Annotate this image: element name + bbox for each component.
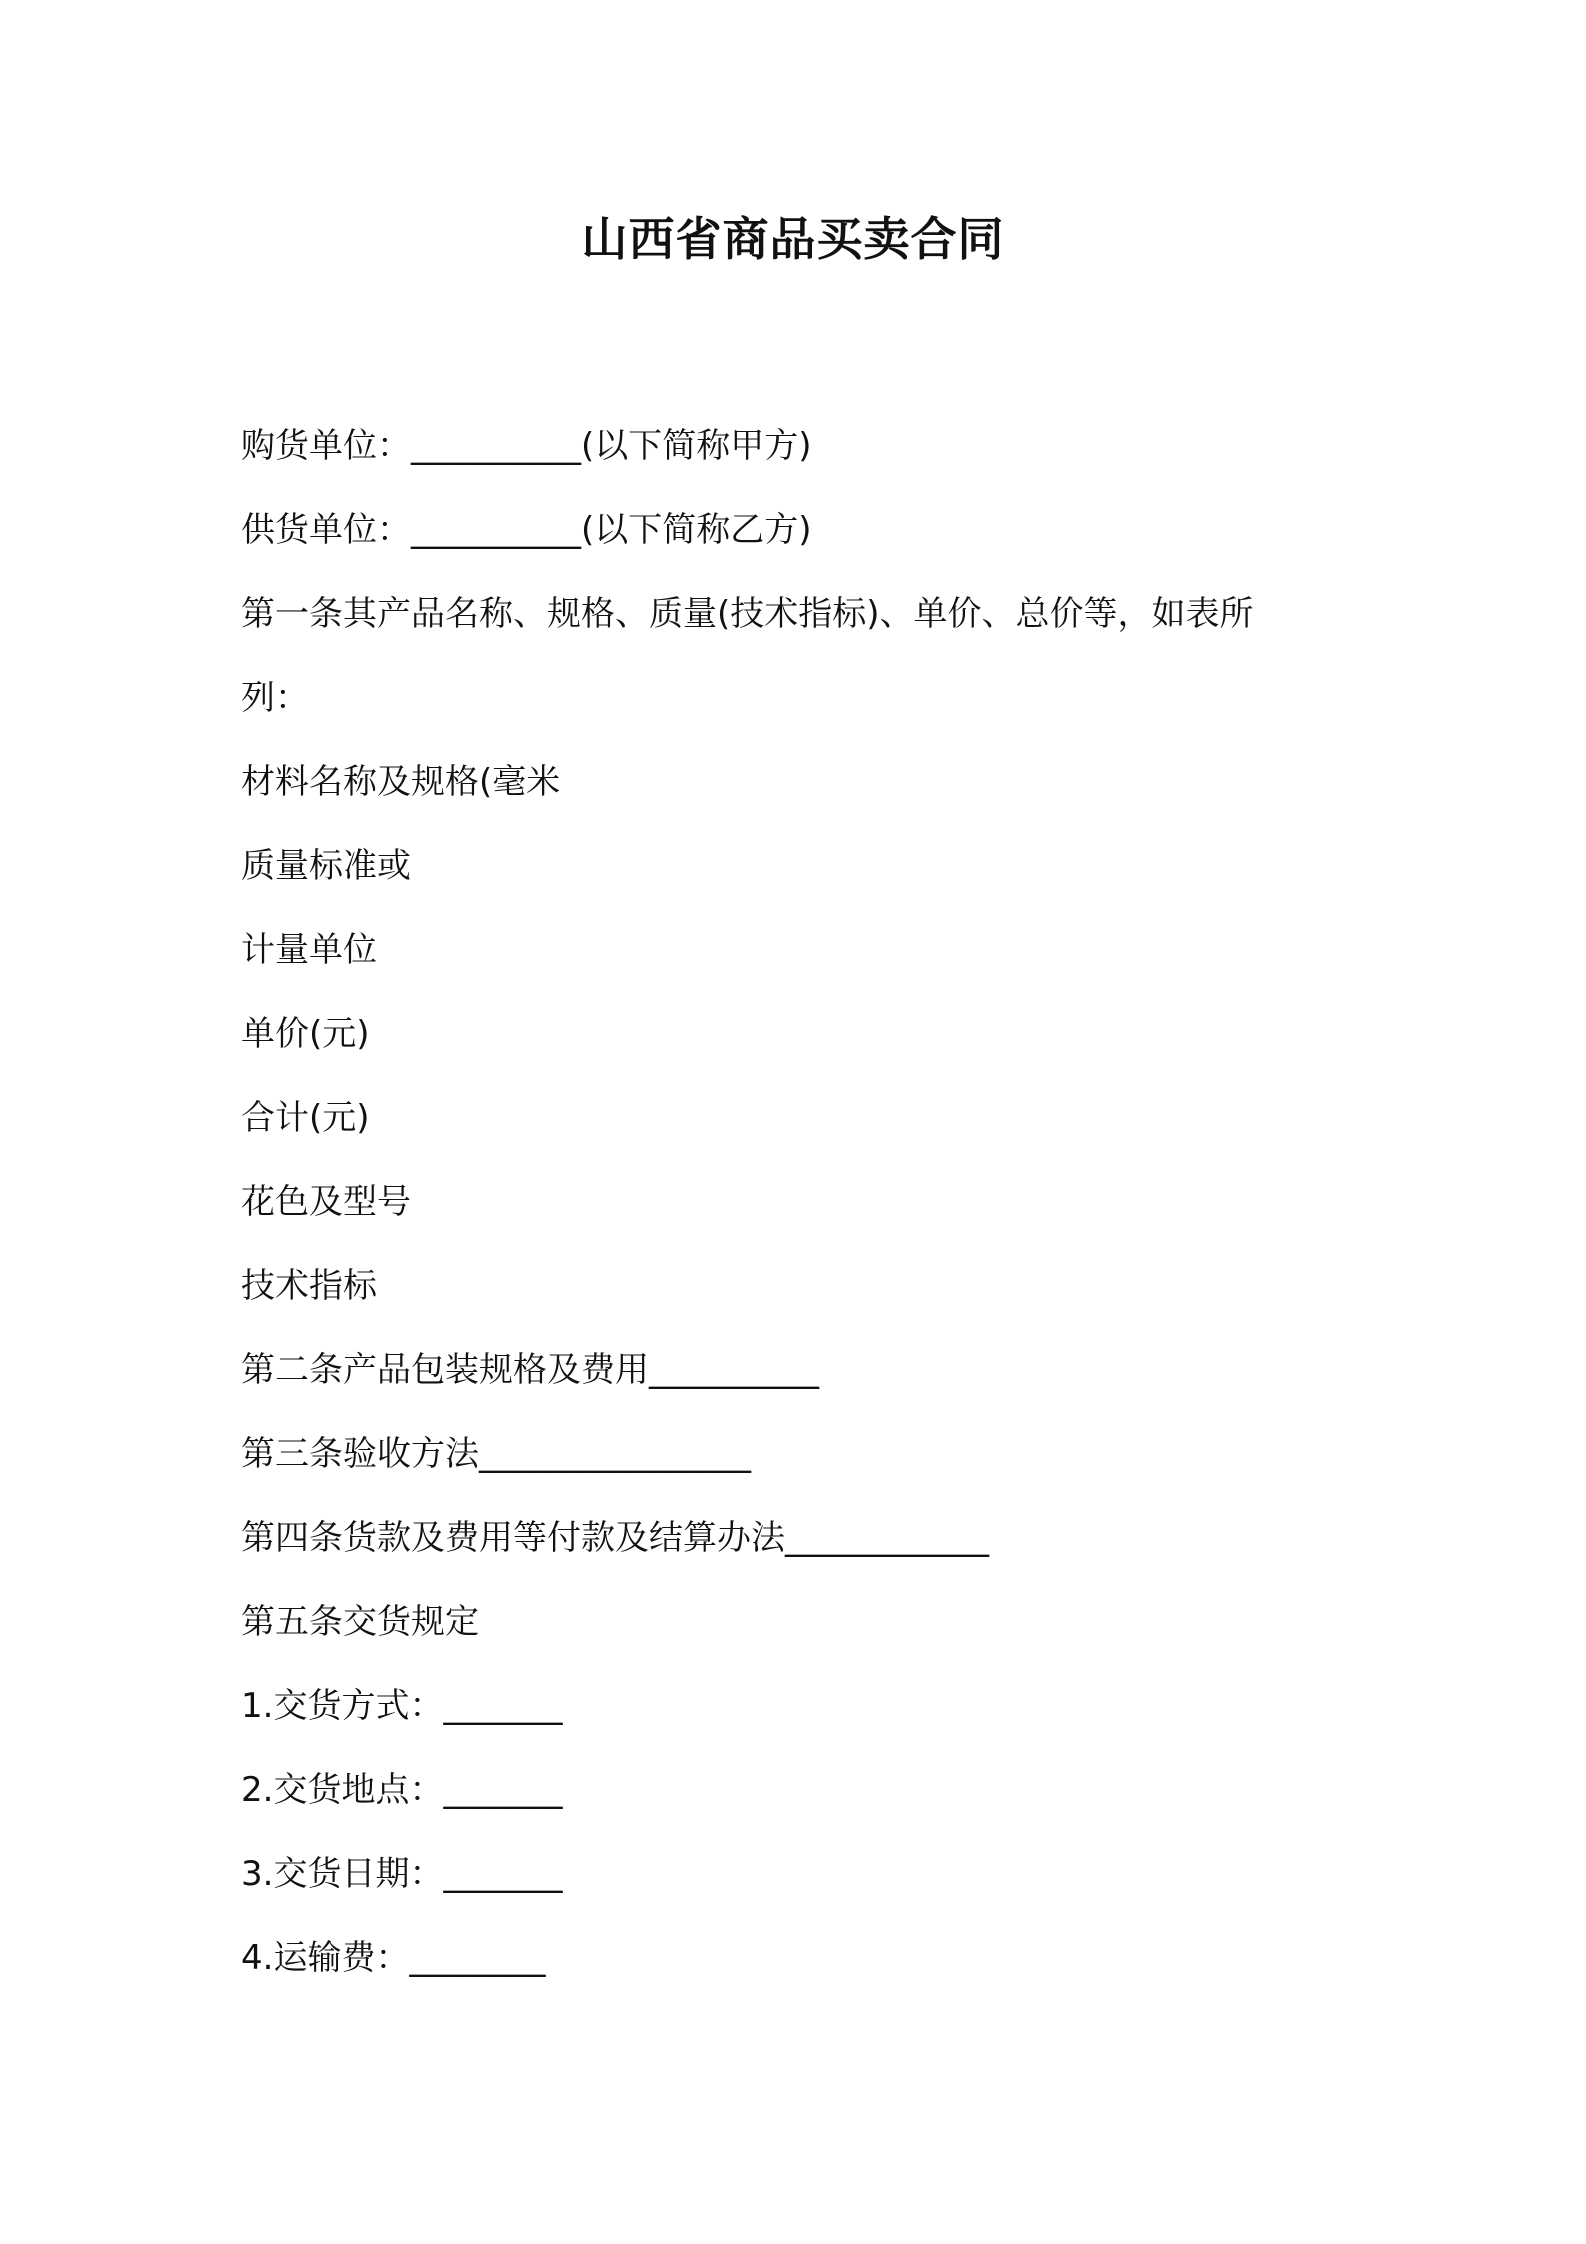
article-1-line: 第一条其产品名称、规格、质量(技术指标)、单价、总价等，如表所 <box>241 594 1254 634</box>
table-field-total: 合计(元) <box>241 1098 370 1138</box>
delivery-place-line: 2.交货地点：_______ <box>241 1770 563 1810</box>
transport-fee-line: 4.运输费：________ <box>241 1938 546 1978</box>
delivery-method-line: 1.交货方式：_______ <box>241 1686 563 1726</box>
contract-body <box>241 404 1361 2000</box>
article-1-continuation: 列： <box>241 678 309 718</box>
article-2-line: 第二条产品包装规格及费用__________ <box>241 1350 819 1390</box>
buyer-line: 购货单位：__________(以下简称甲方) <box>241 426 812 466</box>
table-field-color-model: 花色及型号 <box>241 1182 411 1222</box>
delivery-date-line: 3.交货日期：_______ <box>241 1854 563 1894</box>
article-5-line: 第五条交货规定 <box>241 1602 479 1642</box>
table-field-unit: 计量单位 <box>241 930 377 970</box>
table-field-quality-standard: 质量标准或 <box>241 846 411 886</box>
article-4-line: 第四条货款及费用等付款及结算办法____________ <box>241 1518 989 1558</box>
document-title: 山西省商品买卖合同 <box>581 212 1005 266</box>
table-field-technical-spec: 技术指标 <box>241 1266 377 1306</box>
article-3-line: 第三条验收方法________________ <box>241 1434 751 1474</box>
table-field-material-name: 材料名称及规格(毫米 <box>241 762 561 802</box>
table-field-unit-price: 单价(元) <box>241 1014 370 1054</box>
supplier-line: 供货单位：__________(以下简称乙方) <box>241 510 812 550</box>
